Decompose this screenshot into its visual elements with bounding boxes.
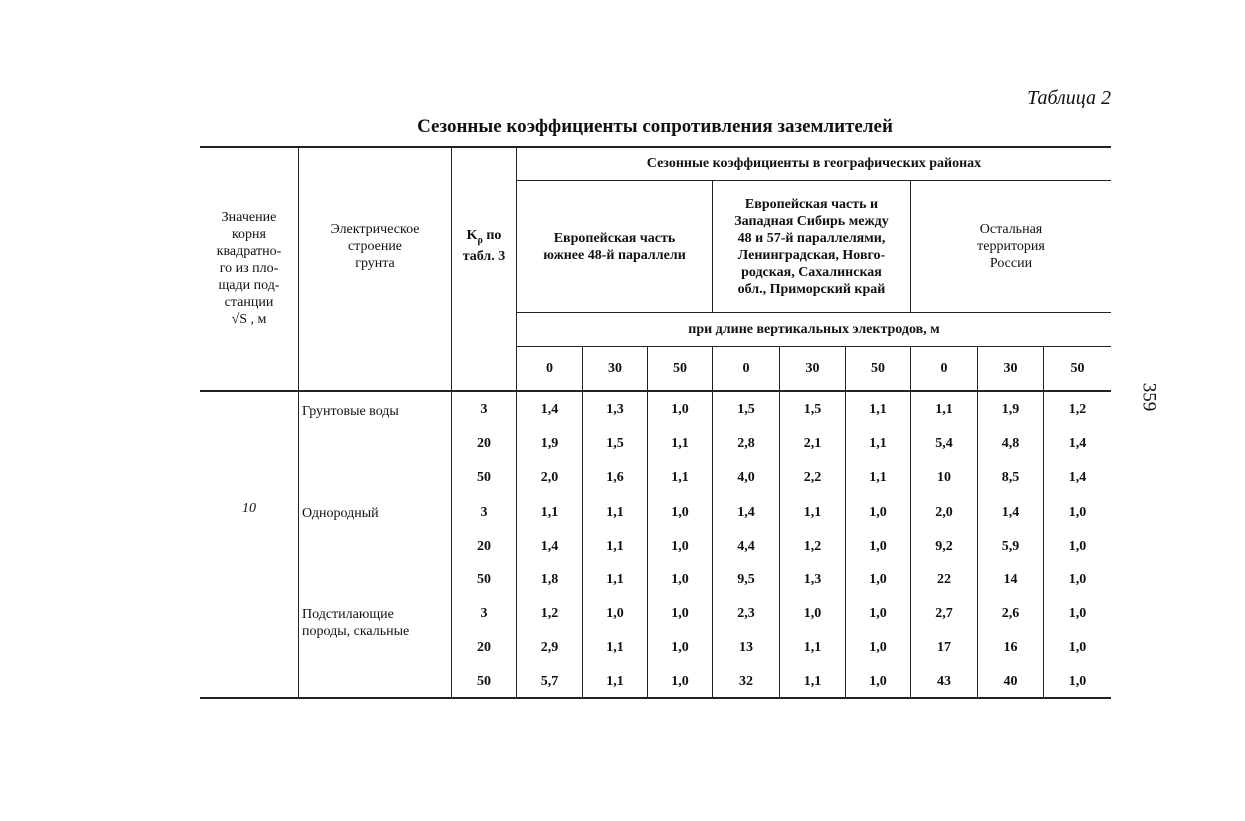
coefficient-cell: 1,0 bbox=[1068, 606, 1087, 621]
header-sqrt-area-line: √S , м bbox=[231, 311, 267, 327]
soil-type-bedrock-line: породы, скальные bbox=[302, 624, 410, 639]
coefficient-cell: 1,1 bbox=[869, 470, 887, 485]
coefficient-cell: 4,4 bbox=[737, 539, 755, 554]
length-header-cell: 50 bbox=[871, 361, 885, 376]
coefficient-cell: 1,1 bbox=[606, 539, 624, 554]
coefficient-cell: 1,4 bbox=[540, 539, 559, 554]
coefficient-cell: 1,1 bbox=[671, 436, 689, 451]
k-rho-cell: 3 bbox=[480, 505, 488, 520]
coefficient-cell: 1,1 bbox=[869, 436, 887, 451]
coefficient-cell: 5,4 bbox=[935, 436, 953, 451]
coefficient-cell: 1,0 bbox=[671, 674, 689, 689]
header-region-middle-line: Ленинградская, Новго- bbox=[737, 247, 886, 263]
coefficient-cell: 1,1 bbox=[606, 640, 624, 655]
header-region-middle-line: Европейская часть и bbox=[744, 196, 879, 212]
coefficient-cell: 2,9 bbox=[540, 640, 559, 655]
coefficient-cell: 1,0 bbox=[1068, 505, 1087, 520]
coefficient-cell: 1,0 bbox=[671, 402, 689, 417]
coefficient-cell: 22 bbox=[937, 572, 951, 587]
header-electrode-length: при длине вертикальных электродов, м bbox=[688, 322, 940, 337]
coefficient-cell: 1,5 bbox=[606, 436, 624, 451]
coefficient-cell: 1,4 bbox=[1068, 436, 1087, 451]
k-rho-cell: 20 bbox=[477, 640, 491, 655]
header-region-other-line: территория bbox=[977, 239, 1045, 254]
coefficient-cell: 4,0 bbox=[737, 470, 755, 485]
coefficient-cell: 1,2 bbox=[540, 606, 559, 621]
coefficient-cell: 9,5 bbox=[737, 572, 755, 587]
header-region-middle bbox=[713, 181, 910, 312]
coefficient-cell: 1,3 bbox=[803, 572, 822, 587]
header-region-other-line: Остальная bbox=[979, 222, 1043, 237]
coefficient-cell: 5,9 bbox=[1001, 539, 1020, 554]
coefficient-cell: 4,8 bbox=[1001, 436, 1020, 451]
coefficient-cell: 1,0 bbox=[869, 505, 887, 520]
header-sqrt-area-line: Значение bbox=[221, 209, 277, 225]
coefficient-cell: 9,2 bbox=[935, 539, 953, 554]
coefficient-cell: 1,0 bbox=[1068, 674, 1087, 689]
header-region-south bbox=[517, 181, 712, 312]
coefficient-cell: 1,0 bbox=[1068, 539, 1087, 554]
coefficient-cell: 1,0 bbox=[606, 606, 624, 621]
length-header-cell: 50 bbox=[1070, 361, 1085, 376]
coefficient-cell: 1,0 bbox=[869, 640, 887, 655]
coefficient-cell: 1,0 bbox=[869, 572, 887, 587]
coefficient-cell: 1,3 bbox=[606, 402, 624, 417]
coefficient-cell: 40 bbox=[1003, 674, 1018, 689]
coefficient-cell: 2,2 bbox=[803, 470, 822, 485]
coefficient-cell: 1,4 bbox=[540, 402, 559, 417]
coefficient-cell: 1,0 bbox=[1068, 640, 1087, 655]
coefficient-cell: 1,8 bbox=[540, 572, 559, 587]
coefficient-cell: 1,1 bbox=[606, 674, 624, 689]
coefficient-cell: 1,0 bbox=[869, 606, 887, 621]
coefficient-cell: 1,6 bbox=[606, 470, 624, 485]
k-rho-cell: 50 bbox=[477, 470, 491, 485]
page-number: 359 bbox=[1138, 382, 1160, 412]
coefficient-cell: 1,5 bbox=[737, 402, 755, 417]
length-header-cell: 0 bbox=[742, 361, 750, 376]
header-sqrt-area-line: станции bbox=[224, 294, 274, 310]
header-region-other-line: России bbox=[989, 256, 1033, 271]
coefficient-cell: 14 bbox=[1003, 572, 1018, 587]
k-rho-cell: 50 bbox=[477, 572, 491, 587]
coefficient-cell: 1,4 bbox=[1068, 470, 1087, 485]
coefficient-cell: 17 bbox=[937, 640, 951, 655]
k-rho-cell: 3 bbox=[480, 606, 488, 621]
header-sqrt-area-line: щади под- bbox=[218, 277, 280, 293]
coefficient-cell: 1,9 bbox=[540, 436, 559, 451]
soil-type-bedrock bbox=[302, 603, 450, 643]
k-rho-cell: 20 bbox=[477, 436, 491, 451]
coefficient-cell: 1,0 bbox=[869, 539, 887, 554]
coefficient-cell: 8,5 bbox=[1001, 470, 1020, 485]
header-sqrt-area-line: го из пло- bbox=[219, 260, 279, 276]
coefficient-cell: 16 bbox=[1003, 640, 1018, 655]
length-header-cell: 0 bbox=[546, 361, 553, 376]
coefficient-cell: 1,1 bbox=[540, 505, 559, 520]
k-rho-cell: 20 bbox=[477, 539, 491, 554]
table-label: Таблица 2 bbox=[1027, 87, 1111, 109]
header-region-south-line: Европейская часть bbox=[553, 230, 676, 246]
coefficient-cell: 2,6 bbox=[1001, 606, 1020, 621]
coefficient-cell: 1,1 bbox=[803, 505, 822, 520]
coefficient-cell: 1,1 bbox=[606, 572, 624, 587]
length-header-cell: 0 bbox=[940, 361, 948, 376]
coefficient-cell: 10 bbox=[937, 470, 951, 485]
k-rho-cell: 50 bbox=[477, 674, 491, 689]
coefficient-cell: 2,3 bbox=[737, 606, 755, 621]
header-k-rho bbox=[452, 146, 516, 346]
coefficient-cell: 1,0 bbox=[1068, 572, 1087, 587]
header-soil-structure bbox=[299, 146, 451, 346]
coefficient-cell: 2,0 bbox=[935, 505, 953, 520]
coefficient-cell: 2,1 bbox=[803, 436, 822, 451]
header-region-middle-line: 48 и 57-й параллелями, bbox=[737, 230, 886, 246]
soil-type-homogeneous: Однородный bbox=[302, 505, 379, 521]
coefficient-cell: 1,0 bbox=[869, 674, 887, 689]
coefficient-cell: 43 bbox=[937, 674, 951, 689]
length-header-cell: 30 bbox=[1003, 361, 1018, 376]
coefficient-cell: 1,1 bbox=[803, 640, 822, 655]
header-bottom-rule bbox=[200, 390, 1111, 392]
coefficient-cell: 2,7 bbox=[935, 606, 953, 621]
coefficient-cell: 1,1 bbox=[606, 505, 624, 520]
coefficient-cell: 1,1 bbox=[935, 402, 953, 417]
header-seasonal-group: Сезонные коэффициенты в географических районах bbox=[646, 155, 982, 171]
coefficient-cell: 1,4 bbox=[1001, 505, 1020, 520]
coefficient-cell: 1,0 bbox=[671, 505, 689, 520]
soil-type-bedrock-line: Подстилающие bbox=[302, 607, 394, 622]
header-soil-structure-line: строение bbox=[347, 238, 403, 254]
header-region-middle-line: Западная Сибирь между bbox=[734, 213, 889, 229]
coefficient-cell: 1,1 bbox=[671, 470, 689, 485]
header-sqrt-area-line: корня bbox=[231, 226, 266, 242]
table-title: Сезонные коэффициенты сопротивления заземлителей bbox=[417, 116, 893, 137]
coefficient-cell: 1,0 bbox=[671, 606, 689, 621]
k-rho-cell: 3 bbox=[480, 402, 488, 417]
sqrt-value-cell: 10 bbox=[242, 500, 256, 516]
header-region-other bbox=[911, 181, 1111, 312]
coefficient-cell: 2,8 bbox=[737, 436, 755, 451]
header-k-rho-line2: табл. 3 bbox=[462, 249, 506, 265]
header-soil-structure-line: Электрическое bbox=[330, 221, 420, 237]
coefficient-cell: 1,5 bbox=[803, 402, 822, 417]
length-header-cell: 30 bbox=[608, 361, 622, 376]
coefficient-cell: 1,1 bbox=[803, 674, 822, 689]
coefficient-cell: 1,0 bbox=[671, 539, 689, 554]
coefficient-cell: 1,2 bbox=[803, 539, 822, 554]
length-header-cell: 30 bbox=[805, 361, 820, 376]
coefficient-cell: 2,0 bbox=[540, 470, 559, 485]
header-region-south-line: южнее 48-й параллели bbox=[543, 247, 686, 263]
coefficient-cell: 1,1 bbox=[869, 402, 887, 417]
coefficient-cell: 1,9 bbox=[1001, 402, 1020, 417]
header-soil-structure-line: грунта bbox=[355, 255, 395, 271]
header-sqrt-area bbox=[200, 146, 298, 390]
header-region-middle-line: родская, Сахалинская bbox=[741, 264, 882, 280]
header-sqrt-area-line: квадратно- bbox=[216, 243, 282, 259]
header-k-rho-line1: $K_\rho$ по bbox=[466, 227, 502, 246]
coefficient-cell: 5,7 bbox=[540, 674, 559, 689]
coefficient-cell: 1,0 bbox=[803, 606, 822, 621]
coefficient-cell: 1,0 bbox=[671, 572, 689, 587]
coefficient-cell: 1,2 bbox=[1068, 402, 1087, 417]
coefficient-cell: 13 bbox=[739, 640, 753, 655]
coefficient-cell: 1,0 bbox=[671, 640, 689, 655]
coefficient-cell: 32 bbox=[739, 674, 753, 689]
length-header-cell: 50 bbox=[673, 361, 687, 376]
soil-type-groundwater: Грунтовые воды bbox=[302, 403, 399, 419]
coefficient-cell: 1,4 bbox=[737, 505, 755, 520]
header-region-middle-line: обл., Приморский край bbox=[737, 281, 886, 297]
